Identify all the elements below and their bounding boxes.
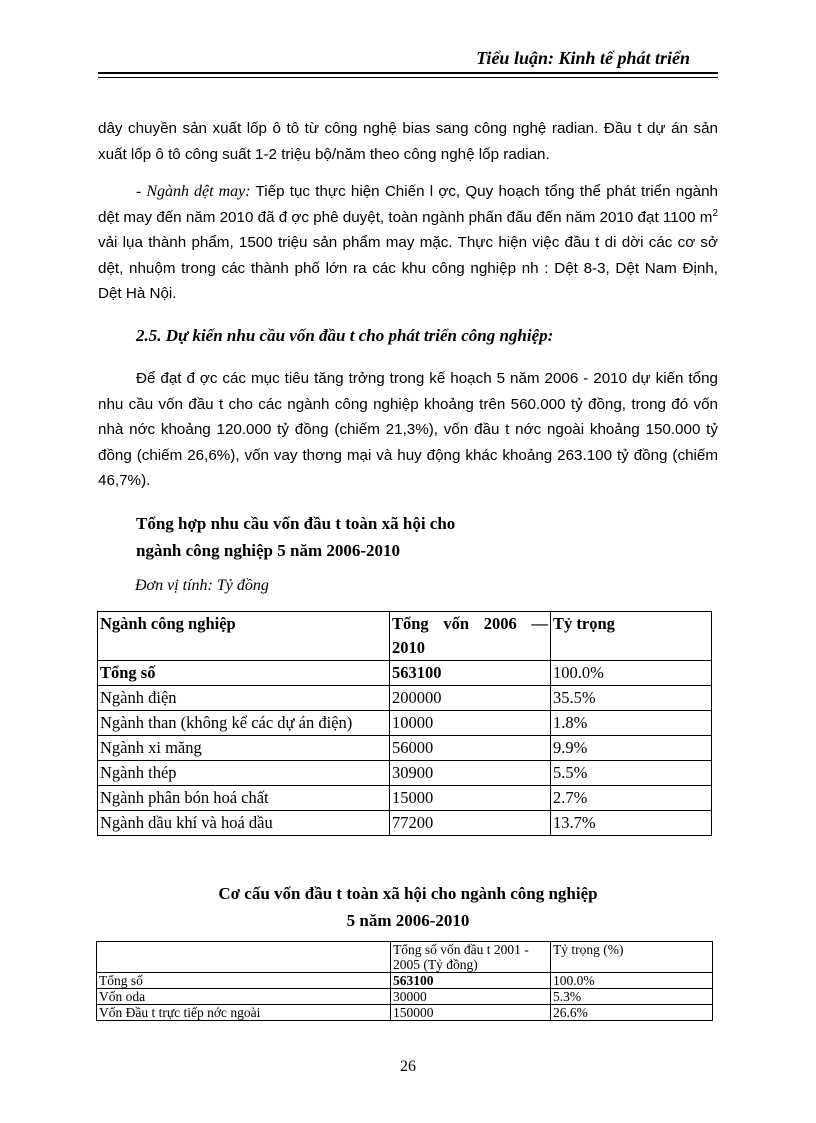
table1-title [136, 510, 455, 564]
table-cell: 77200 [390, 811, 551, 836]
table1-title-line1: Tổng hợp nhu cầu vốn đầu t toàn xã hội cho [136, 514, 456, 533]
capital-structure-table [96, 941, 713, 1021]
paragraph-textile-lead: - Ngành dệt may: [136, 183, 251, 200]
header-cell [97, 942, 391, 973]
header-cell: Tỷ trọng [551, 612, 712, 661]
table-cell: 56000 [390, 736, 551, 761]
table-cell: 13.7% [551, 811, 712, 836]
table-cell: Vốn Đầu t trực tiếp nớc ngoài [97, 1005, 391, 1021]
table1-title-line2: ngành công nghiệp 5 năm 2006-2010 [136, 541, 401, 560]
table-cell: 9.9% [551, 736, 712, 761]
table2-title [98, 880, 718, 934]
table-cell: Ngành than (không kể các dự án điện) [98, 711, 390, 736]
table-cell: 26.6% [551, 1005, 713, 1021]
table-cell: 2.7% [551, 786, 712, 811]
header-rule [98, 72, 718, 74]
table2-title-line1: Cơ cấu vốn đầu t toàn xã hội cho ngành công nghiệp [218, 884, 598, 903]
header-cell: Tổng số vốn đầu t 2001 - 2005 (Tỷ đồng) [391, 942, 551, 973]
table-cell: Ngành dầu khí và hoá dầu [98, 811, 390, 836]
paragraph-textile [98, 179, 718, 307]
table-cell: 35.5% [551, 686, 712, 711]
table-header-row [97, 942, 713, 973]
table-cell: 1.8% [551, 711, 712, 736]
header-cell-text: Tổng vốn 2006 — 2010 [392, 614, 548, 657]
table-cell: 30000 [391, 989, 551, 1005]
table-cell: 30900 [390, 761, 551, 786]
table-cell: Tổng số [98, 661, 390, 686]
table-row [98, 761, 712, 786]
table-row [98, 736, 712, 761]
table-row [97, 989, 713, 1005]
table-cell: 10000 [390, 711, 551, 736]
superscript-2: 2 [712, 207, 718, 219]
table-cell: Tổng số [97, 973, 391, 989]
table-cell: Ngành điện [98, 686, 390, 711]
paragraph-textile-part-a: Tiếp tục thực hiện Chiến l ợc, Quy hoạch tổng thể phát triển ngành dệt may đến năm 2010 đã đ ợc phê duyệt, toàn ngành phấn đấu đến năm 2010 đạt 1100 m [98, 183, 718, 226]
table-cell: 5.5% [551, 761, 712, 786]
table-cell: 563100 [390, 661, 551, 686]
paragraph-textile-part-b: vải lụa thành phẩm, 1500 triệu sản phẩm may mặc. Thực hiện việc đầu t di dời các cơ sở dệt, nhuộm trong các thành phố lớn ra các khu công nghiệp nh : Dệt 8-3, Dệt Nam Định, Dệt Hà Nội. [98, 234, 718, 302]
table-cell: 100.0% [551, 973, 713, 989]
table-cell: Ngành phân bón hoá chất [98, 786, 390, 811]
table-row [97, 1005, 713, 1021]
investment-by-sector-table [97, 611, 712, 836]
table-cell: Vốn oda [97, 989, 391, 1005]
paragraph-tire-production: dây chuyền sản xuất lốp ô tô từ công nghệ bias sang công nghệ radian. Đầu t dự án sản xuất lốp ô tô công suất 1-2 triệu bộ/năm theo công nghệ lốp radian. [98, 120, 718, 163]
table-cell: Ngành thép [98, 761, 390, 786]
paragraph-investment: Để đạt đ ợc các mục tiêu tăng trởng trong kế hoạch 5 năm 2006 - 2010 dự kiến tổng nhu cầu vốn đầu t cho các ngành công nghiệp khoảng trên 560.000 tỷ đồng, trong đó vốn nhà nớc khoảng 120.000 tỷ đồng (chiếm 21,3%), vốn đầu t nớc ngoài khoảng 150.000 tỷ đồng (chiếm 26,6%), vốn vay thơng mại và huy động khác khoảng 263.100 tỷ đồng (chiếm 46,7%). [98, 370, 718, 489]
header-cell: Ngành công nghiệp [98, 612, 390, 661]
table-cell: 150000 [391, 1005, 551, 1021]
header-rule-thin [98, 77, 718, 78]
table-row [98, 711, 712, 736]
table-row [98, 811, 712, 836]
header-cell: Tỷ trọng (%) [551, 942, 713, 973]
table-cell: 100.0% [551, 661, 712, 686]
table-cell: 5.3% [551, 989, 713, 1005]
section-heading: 2.5. Dự kiến nhu cầu vốn đầu t cho phát triển công nghiệp: [136, 326, 554, 345]
table-row [98, 661, 712, 686]
table-row [98, 786, 712, 811]
table-row [97, 973, 713, 989]
table-row [98, 686, 712, 711]
header-cell [390, 612, 551, 661]
table-cell: 563100 [391, 973, 551, 989]
running-header-title: Tiểu luận: Kinh tế phát triển [476, 48, 690, 68]
page-number: 26 [400, 1058, 416, 1075]
table2-title-line2: 5 năm 2006-2010 [346, 911, 470, 930]
table-cell: 15000 [390, 786, 551, 811]
table1-unit-label: Đơn vị tính: Tỷ đồng [135, 577, 269, 594]
table-cell: 200000 [390, 686, 551, 711]
table-header-row [98, 612, 712, 661]
table-cell: Ngành xi măng [98, 736, 390, 761]
